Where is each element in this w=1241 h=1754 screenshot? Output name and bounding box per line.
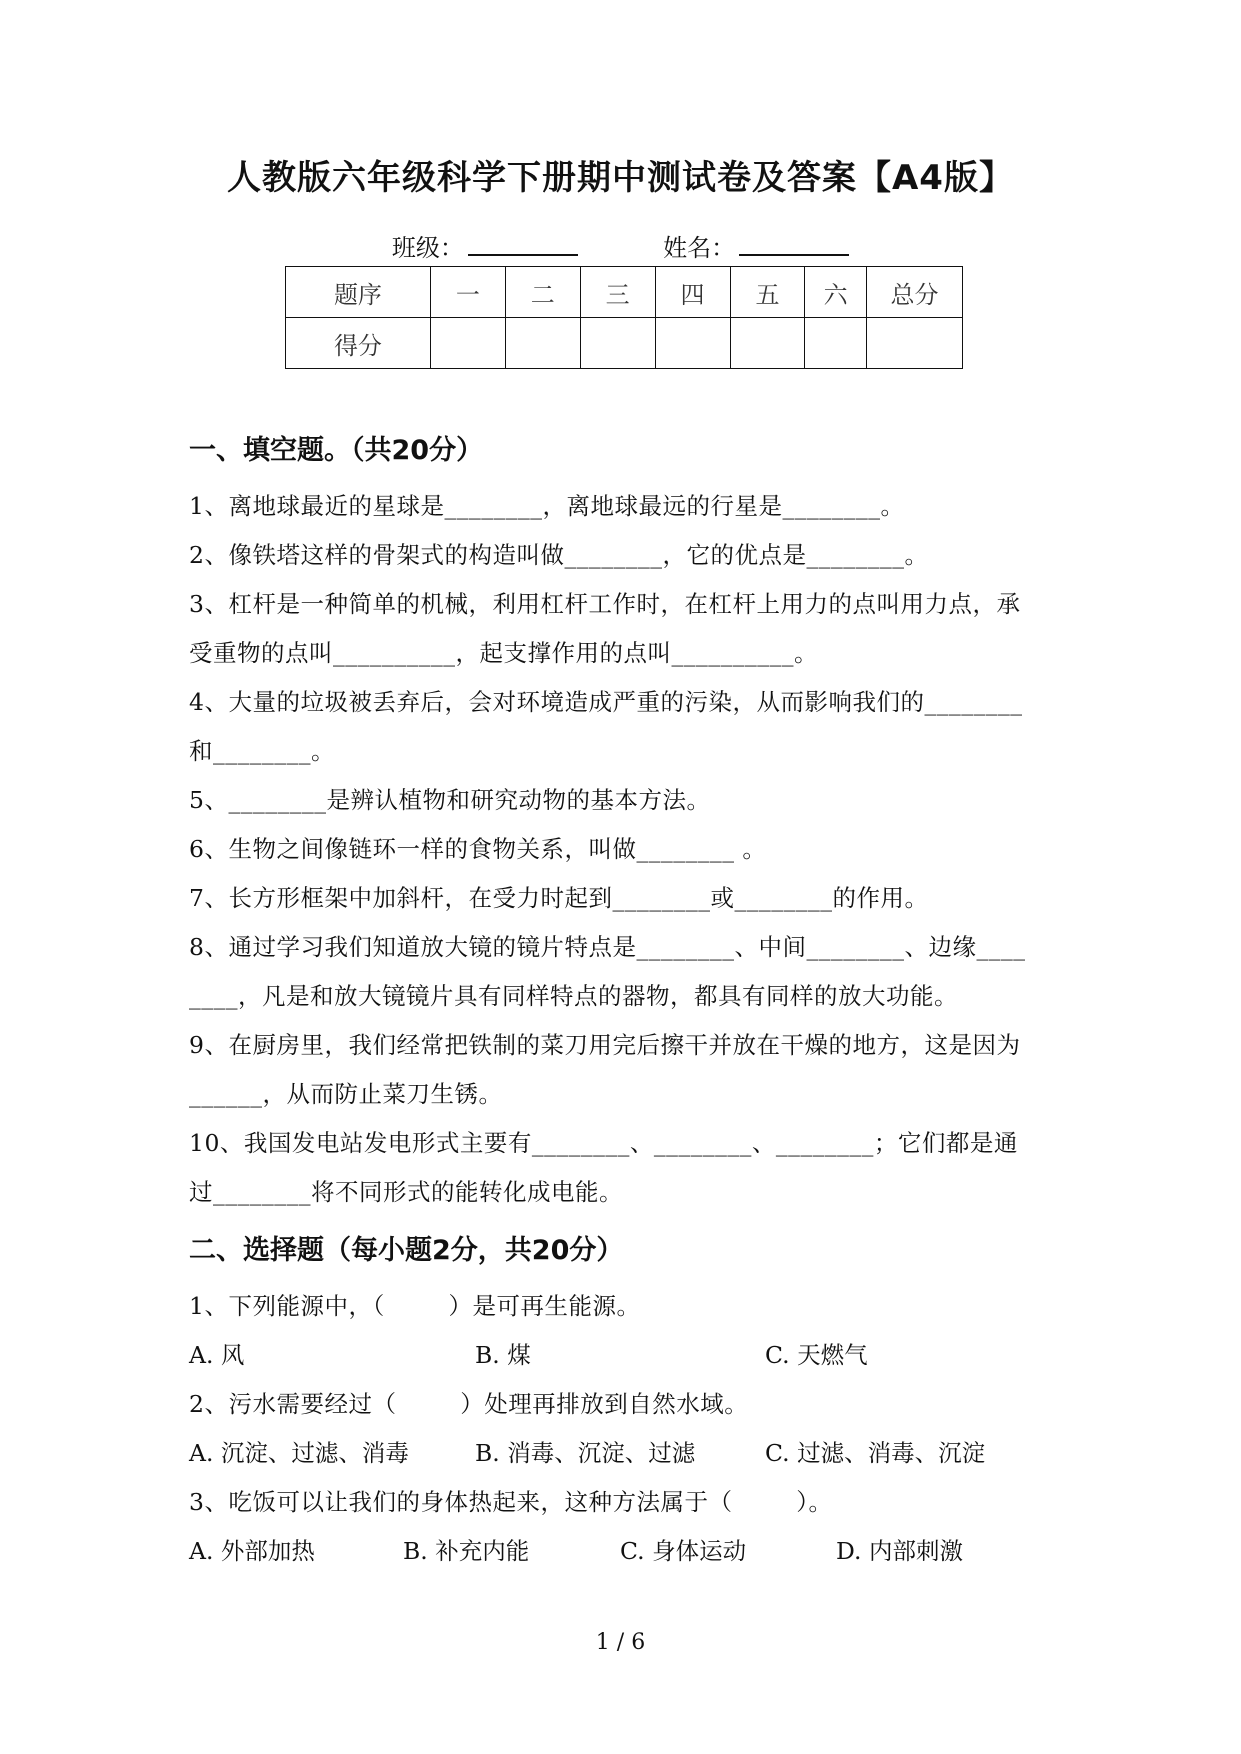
score-cell [580, 318, 655, 369]
section-heading-multiple-choice: 二、选择题（每小题2分，共20分） [189, 1235, 624, 1266]
question-line: 4、大量的垃圾被丢弃后，会对环境造成严重的污染，从而影响我们的________ [189, 688, 1023, 716]
score-table-score-row [286, 318, 963, 369]
score-header-cell: 题序 [286, 267, 431, 318]
class-label: 班级： [391, 234, 464, 262]
section-heading-fill-blank: 一、填空题。（共20分） [189, 435, 484, 466]
score-cell [866, 318, 962, 369]
score-table [285, 266, 963, 369]
score-table-header-row [286, 267, 963, 318]
score-header-cell: 一 [430, 267, 505, 318]
score-cell [805, 318, 867, 369]
question-line: 6、生物之间像链环一样的食物关系，叫做________ 。 [189, 835, 767, 863]
question-line: 受重物的点叫__________，起支撑作用的点叫__________。 [189, 639, 818, 667]
question-line: 7、长方形框架中加斜杆，在受力时起到________或________的作用。 [189, 884, 929, 912]
question-stem: 2、污水需要经过（ ）处理再排放到自然水域。 [189, 1390, 749, 1418]
option: B. 煤 [475, 1341, 531, 1369]
question-line: 10、我国发电站发电形式主要有________、________、________；它们都是通 [189, 1129, 1018, 1157]
name-blank [739, 232, 849, 256]
class-blank [468, 232, 578, 256]
score-cell [505, 318, 580, 369]
option: A. 风 [189, 1341, 245, 1369]
option: A. 外部加热 [189, 1537, 315, 1565]
score-header-cell: 六 [805, 267, 867, 318]
option: C. 天燃气 [765, 1341, 868, 1369]
score-header-cell: 三 [580, 267, 655, 318]
score-row-label: 得分 [286, 318, 431, 369]
question-line: 3、杠杆是一种简单的机械，利用杠杆工作时，在杠杆上用力的点叫用力点，承 [189, 590, 1021, 618]
question-line: 和________。 [189, 737, 335, 765]
name-label: 姓名： [663, 234, 736, 262]
score-header-cell: 二 [505, 267, 580, 318]
student-info [0, 228, 1241, 263]
page-number: 1 / 6 [595, 1630, 646, 1655]
option: C. 身体运动 [620, 1537, 747, 1565]
question-line: 5、________是辨认植物和研究动物的基本方法。 [189, 786, 711, 814]
score-header-cell: 四 [655, 267, 730, 318]
option: B. 消毒、沉淀、过滤 [475, 1439, 696, 1467]
score-cell [430, 318, 505, 369]
score-header-cell: 总分 [866, 267, 962, 318]
option: D. 内部刺激 [836, 1537, 963, 1565]
question-line: 2、像铁塔这样的骨架式的构造叫做________，它的优点是________。 [189, 541, 929, 569]
question-line: 8、通过学习我们知道放大镜的镜片特点是________、中间________、边缘____ [189, 933, 1026, 961]
question-stem: 1、下列能源中，（ ）是可再生能源。 [189, 1292, 641, 1320]
question-line: ______，从而防止菜刀生锈。 [189, 1080, 503, 1108]
score-cell [655, 318, 730, 369]
question-line: 过________将不同形式的能转化成电能。 [189, 1178, 623, 1206]
document-title: 人教版六年级科学下册期中测试卷及答案【A4版】 [227, 158, 1014, 198]
question-stem: 3、吃饭可以让我们的身体热起来，这种方法属于（ ）。 [189, 1488, 833, 1516]
question-line: 9、在厨房里，我们经常把铁制的菜刀用完后擦干并放在干燥的地方，这是因为 [189, 1031, 1021, 1059]
option: A. 沉淀、过滤、消毒 [189, 1439, 409, 1467]
score-cell [730, 318, 805, 369]
question-line: 1、离地球最近的星球是________，离地球最远的行星是________。 [189, 492, 905, 520]
score-header-cell: 五 [730, 267, 805, 318]
option: B. 补充内能 [403, 1537, 530, 1565]
option: C. 过滤、消毒、沉淀 [765, 1439, 986, 1467]
question-line: ____，凡是和放大镜镜片具有同样特点的器物，都具有同样的放大功能。 [189, 982, 958, 1010]
